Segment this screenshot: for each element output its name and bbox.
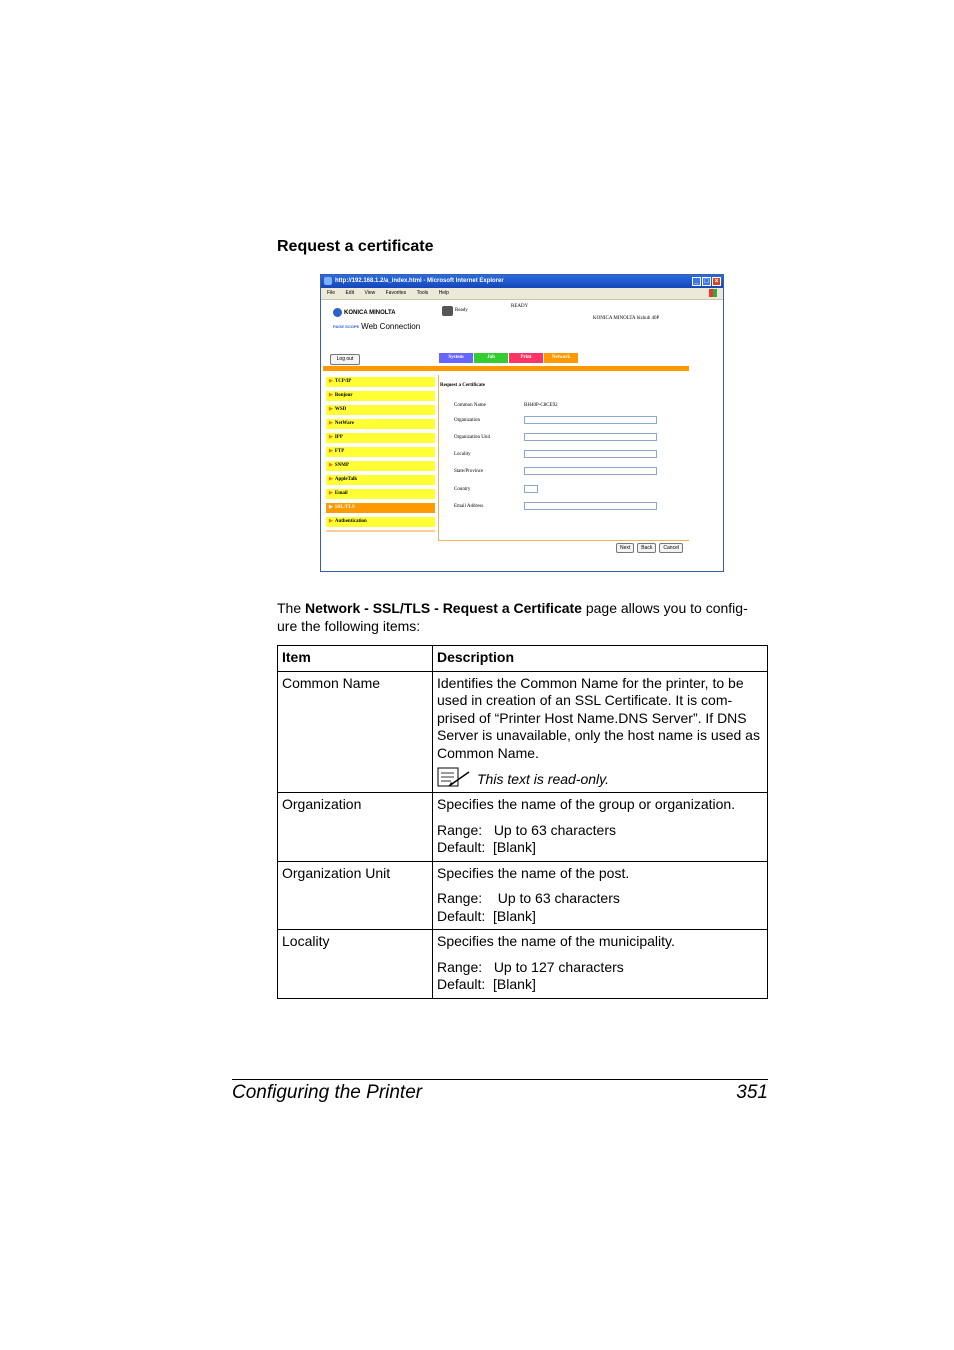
email-address-input[interactable] bbox=[524, 502, 657, 510]
next-button[interactable]: Next bbox=[616, 543, 634, 553]
sidebar-divider bbox=[326, 530, 435, 532]
sidebar-item-authentication[interactable]: ▶ Authentication bbox=[326, 517, 435, 527]
table-header-row bbox=[278, 646, 768, 672]
note-pad-icon bbox=[437, 766, 471, 788]
state-province-input[interactable] bbox=[524, 467, 657, 475]
country-input[interactable] bbox=[524, 485, 538, 493]
tab-system[interactable]: System bbox=[439, 353, 473, 363]
organization-input[interactable] bbox=[524, 416, 657, 424]
window-titlebar bbox=[321, 275, 723, 288]
label-organization-unit: Organization Unit bbox=[454, 435, 491, 440]
label-country: Country bbox=[454, 487, 471, 492]
sidebar-item-wsd[interactable]: ▶ WSD bbox=[326, 405, 435, 415]
sidebar-item-ipp[interactable]: ▶ IPP bbox=[326, 433, 435, 443]
menu-tools[interactable]: Tools bbox=[416, 290, 429, 296]
sidebar-item-ftp[interactable]: ▶ FTP bbox=[326, 447, 435, 457]
tab-print[interactable]: Print bbox=[509, 353, 543, 363]
item-cell: Organization Unit bbox=[278, 861, 433, 930]
tab-bar bbox=[439, 353, 578, 363]
header-item: Item bbox=[278, 646, 433, 672]
menu-bar bbox=[321, 288, 723, 300]
description-cell bbox=[433, 930, 768, 999]
tab-job[interactable]: Job bbox=[474, 353, 508, 363]
browser-screenshot bbox=[320, 274, 724, 572]
pagescope-logo: PAGE SCOPE Web Connection bbox=[333, 322, 421, 331]
close-icon[interactable]: × bbox=[712, 277, 721, 286]
description-text: Specifies the name of the municipality. bbox=[437, 933, 675, 949]
table-row bbox=[278, 671, 768, 793]
page-number: 351 bbox=[736, 1082, 768, 1103]
back-button[interactable]: Back bbox=[637, 543, 656, 553]
description-text: Specifies the name of the post. bbox=[437, 864, 630, 881]
item-cell: Organization bbox=[278, 793, 433, 862]
sidebar-item-ssltls[interactable]: ▶ SSL/TLS bbox=[326, 503, 435, 513]
item-cell: Common Name bbox=[278, 671, 433, 793]
cancel-button[interactable]: Cancel bbox=[659, 543, 683, 553]
description-cell bbox=[433, 793, 768, 862]
menu-view[interactable]: View bbox=[364, 290, 376, 296]
default-text: Default: [Blank] bbox=[437, 907, 536, 924]
default-text: Default: [Blank] bbox=[437, 976, 536, 992]
description-cell bbox=[433, 671, 768, 793]
footer-chapter-title: Configuring the Printer bbox=[232, 1082, 423, 1103]
printer-model: KONICA MINOLTA bizhub 40P bbox=[593, 316, 660, 321]
header-description: Description bbox=[433, 646, 768, 672]
tab-underline bbox=[323, 366, 689, 371]
footer-rule bbox=[232, 1079, 768, 1080]
sidebar-item-email[interactable]: ▶ Email bbox=[326, 489, 435, 499]
locality-input[interactable] bbox=[524, 450, 657, 458]
label-email-address: Email Address bbox=[454, 504, 484, 509]
form-title: Request a Certificate bbox=[440, 383, 485, 388]
content-divider bbox=[438, 375, 439, 540]
menu-favorites[interactable]: Favorites bbox=[385, 290, 407, 296]
organization-unit-input[interactable] bbox=[524, 433, 657, 441]
content-bottom-divider bbox=[438, 540, 689, 541]
default-text: Default: [Blank] bbox=[437, 839, 536, 855]
menu-help[interactable]: Help bbox=[438, 290, 449, 296]
form-buttons bbox=[616, 543, 683, 553]
sidebar-item-netware[interactable]: ▶ NetWare bbox=[326, 419, 435, 429]
tab-network[interactable]: Network bbox=[544, 353, 578, 363]
sidebar-item-tcpip[interactable]: ▶ TCP/IP bbox=[326, 377, 435, 387]
description-text: Specifies the name of the group or organization. bbox=[437, 796, 736, 812]
status-small: Ready bbox=[455, 308, 468, 313]
table-row bbox=[278, 793, 768, 862]
logout-button[interactable]: Log out bbox=[330, 354, 360, 365]
status-ready: READY bbox=[511, 304, 529, 309]
menu-file[interactable]: File bbox=[327, 290, 336, 296]
range-text: Range: Up to 63 characters bbox=[437, 821, 616, 838]
maximize-icon[interactable]: □ bbox=[702, 277, 711, 286]
label-state-province: State/Province bbox=[454, 469, 484, 474]
menu-edit[interactable]: Edit bbox=[345, 290, 355, 296]
ie-icon bbox=[324, 277, 332, 285]
common-name-value: BH40P-C8CE92 bbox=[524, 403, 558, 408]
web-content bbox=[321, 300, 723, 572]
konica-minolta-logo: KONICA MINOLTA bbox=[333, 308, 396, 317]
range-text: Range: Up to 63 characters bbox=[437, 890, 620, 906]
intro-paragraph: The Network - SSL/TLS - Request a Certificate page allows you to config-ure the following items: bbox=[277, 600, 748, 634]
sidebar-item-bonjour[interactable]: ▶ Bonjour bbox=[326, 391, 435, 401]
minimize-icon[interactable]: _ bbox=[692, 277, 701, 286]
sidebar-item-appletalk[interactable]: ▶ AppleTalk bbox=[326, 475, 435, 485]
windows-flag-icon bbox=[709, 289, 717, 297]
sidebar-item-snmp[interactable]: ▶ SNMP bbox=[326, 461, 435, 471]
window-title: http://192.168.1.2/a_index.html - Microsoft Internet Explorer bbox=[335, 278, 504, 284]
sidebar bbox=[326, 377, 435, 531]
description-text: Identifies the Common Name for the printer, to be used in creation of an SSL Certificate. It is com-prised of “Printer Host Name.DNS Server”. If DNS Server is unavailable, only the host name is used as Common Name. bbox=[437, 674, 760, 761]
note bbox=[437, 766, 763, 788]
section-title: Request a certificate bbox=[277, 238, 434, 255]
item-cell: Locality bbox=[278, 930, 433, 999]
table-row bbox=[278, 861, 768, 930]
table-row bbox=[278, 930, 768, 999]
description-cell bbox=[433, 861, 768, 930]
items-table bbox=[277, 645, 768, 999]
range-text: Range: Up to 127 characters bbox=[437, 958, 624, 975]
note-text: This text is read-only. bbox=[477, 770, 610, 787]
label-organization: Organization bbox=[454, 418, 481, 423]
printer-status-icon bbox=[442, 306, 453, 316]
label-locality: Locality bbox=[454, 452, 471, 457]
label-common-name: Common Name bbox=[454, 403, 486, 408]
